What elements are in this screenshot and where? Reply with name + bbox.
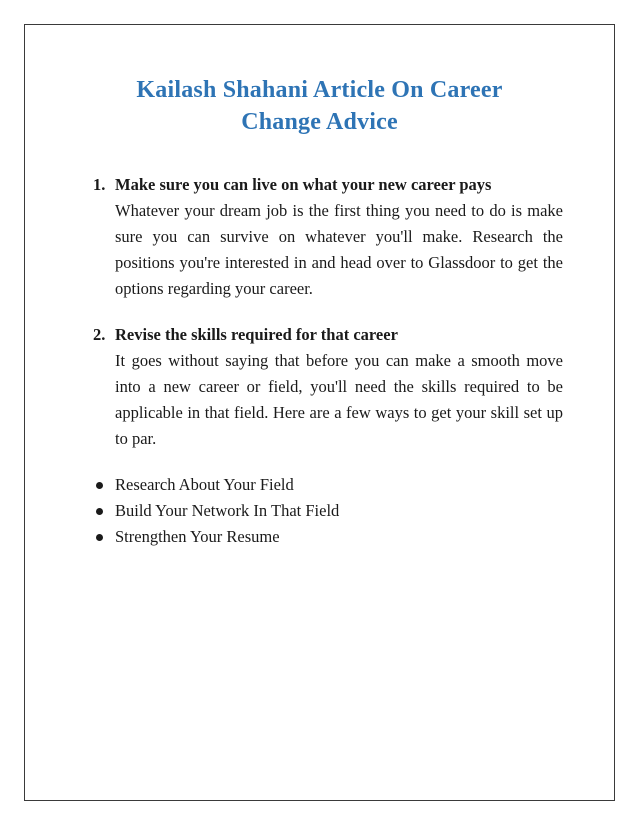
- article-title-line-2: Change Advice: [241, 109, 398, 135]
- section-2-heading-text: Revise the skills required for that career: [115, 325, 398, 344]
- article-body: [93, 172, 563, 550]
- section-1-number: 1.: [93, 175, 106, 194]
- section-2-number: 2.: [93, 325, 106, 344]
- article-title: [24, 74, 615, 138]
- bullet-icon: [96, 534, 103, 541]
- section-1-body: Whatever your dream job is the first thing you need to do is make sure you can survive on whatever you'll make. Research the positions you're interested in and head over to Glassdoor to get the options regarding your career.: [115, 201, 563, 298]
- list-item: [93, 524, 563, 550]
- bullet-icon: [96, 482, 103, 489]
- list-item: [93, 472, 563, 498]
- section-1-heading: [93, 172, 563, 198]
- list-item-text: Research About Your Field: [115, 475, 294, 494]
- section-2-heading: [93, 322, 563, 348]
- bullet-icon: [96, 508, 103, 515]
- section-2: [93, 322, 563, 452]
- article-title-line-1: Kailash Shahani Article On Career: [136, 77, 503, 103]
- list-item-text: Strengthen Your Resume: [115, 527, 280, 546]
- section-1-heading-text: Make sure you can live on what your new career pays: [115, 175, 492, 194]
- tips-list: [93, 472, 563, 550]
- list-item-text: Build Your Network In That Field: [115, 501, 340, 520]
- section-1: [93, 172, 563, 302]
- section-2-body: It goes without saying that before you can make a smooth move into a new career or field, you'll need the skills required to be applicable in that field. Here are a few ways to get your skill set up to par.: [115, 351, 563, 448]
- list-item: [93, 498, 563, 524]
